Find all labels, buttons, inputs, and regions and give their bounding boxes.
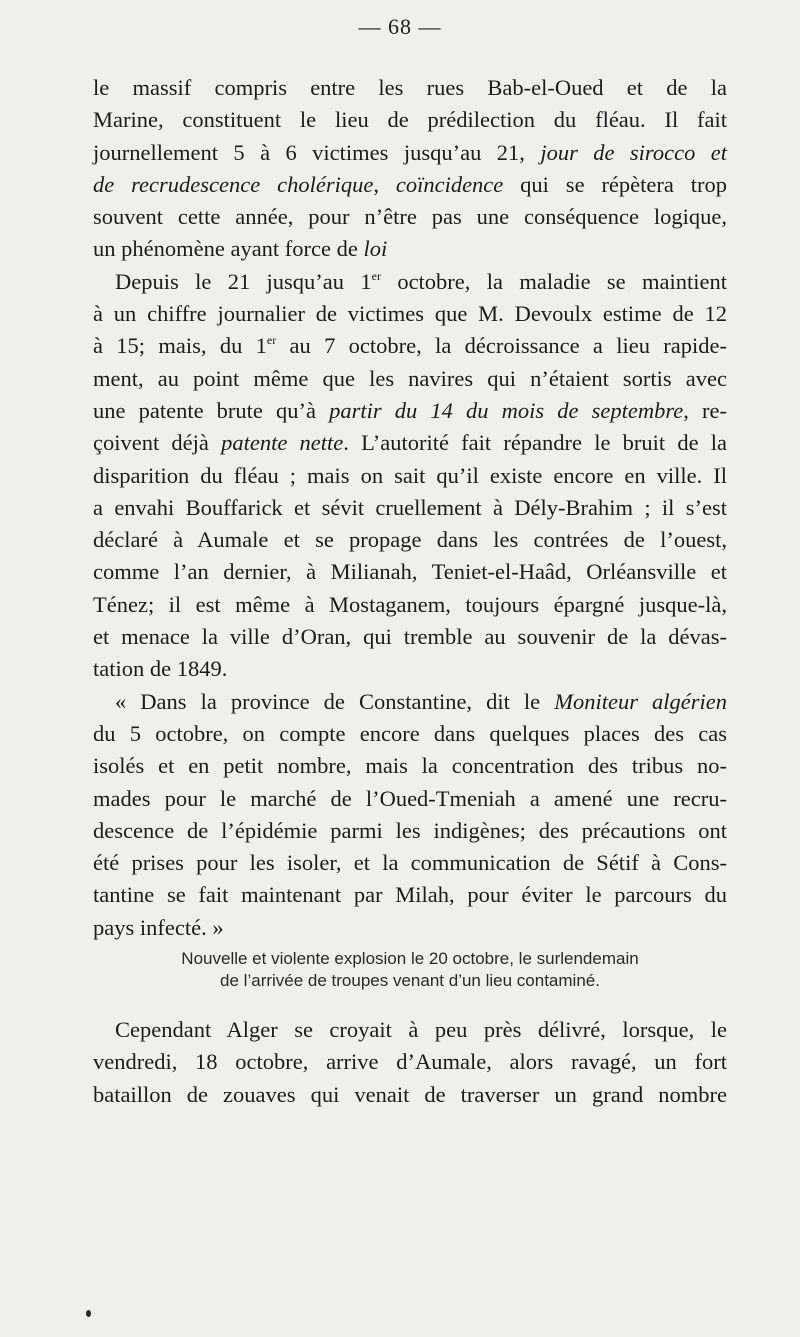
text-line xyxy=(93,460,727,492)
text-line xyxy=(93,750,727,782)
text-line xyxy=(93,621,727,653)
page-number: — 68 — xyxy=(358,14,442,39)
text-line xyxy=(93,492,727,524)
margin-note-line: de l’arrivée de troupes venant d’un lieu contaminé. xyxy=(220,971,600,990)
text-span: çoivent déjà xyxy=(93,430,222,456)
text-span: mades pour le marché de l’Oued-Tmeniah a amené une recru- xyxy=(93,785,727,811)
italic-span: partir du 14 du mois de septembre xyxy=(329,397,684,423)
italic-span: coïncidence xyxy=(395,171,504,197)
text-span: une patente brute qu’à xyxy=(93,397,330,423)
italic-span: jour de sirocco et xyxy=(540,139,727,165)
text-span: et menace la ville d’Oran, qui tremble au souvenir de la dévas- xyxy=(93,624,727,650)
text-line xyxy=(93,137,727,169)
text-span: tantine se fait maintenant par Milah, pour éviter le parcours du xyxy=(93,882,727,908)
italic-span: de recrudescence cholérique xyxy=(93,171,374,197)
text-span: qui se répètera trop xyxy=(503,171,728,197)
text-span: descence de l’épidémie parmi les indigènes; des précautions ont xyxy=(93,817,727,843)
text-line xyxy=(93,783,727,815)
text-span: souvent cette année, pour n’être pas une conséquence logique, xyxy=(93,204,727,230)
margin-note-line: Nouvelle et violente explosion le 20 octobre, le surlendemain xyxy=(181,949,639,968)
italic-span: patente nette xyxy=(221,430,344,456)
text-line xyxy=(93,72,727,104)
italic-span: Moniteur algérien xyxy=(554,688,727,714)
text-span: un phénomène ayant force de xyxy=(93,236,364,262)
ink-speck xyxy=(86,1310,91,1317)
text-line xyxy=(93,686,727,718)
text-span: octobre, la maladie se maintient xyxy=(380,268,728,294)
text-span: déclaré à Aumale et se propage dans les contrées de l’ouest, xyxy=(93,527,727,553)
text-line xyxy=(93,330,727,362)
text-span: a envahi Bouffarick et sévit cruellement à Dély-Brahim ; il s’est xyxy=(93,494,727,520)
superscript: er xyxy=(371,268,381,283)
text-line: de recrudescence cholérique, coïncidence qui se répètera trop xyxy=(93,171,728,197)
margin-note xyxy=(93,948,727,992)
text-span: vendredi, 18 octobre, arrive d’Aumale, alors ravagé, un fort xyxy=(93,1049,727,1075)
text-span: journellement 5 à 6 victimes jusqu’au 21, xyxy=(93,139,541,165)
superscript: er xyxy=(266,333,277,348)
text-line xyxy=(93,847,727,879)
text-line xyxy=(93,427,727,459)
text-span: isolés et en petit nombre, mais la concentration des tribus no- xyxy=(93,753,727,779)
text-span: Ténez; il est même à Mostaganem, toujours épargné jusque-là, xyxy=(93,591,727,617)
text-line xyxy=(93,1046,727,1078)
text-span: Marine, constituent le lieu de prédilection du fléau. Il fait xyxy=(93,107,727,133)
italic-span: loi xyxy=(363,236,388,262)
text-span: pays infecté. » xyxy=(93,914,224,940)
text-line xyxy=(93,556,727,588)
main-text xyxy=(93,72,727,944)
text-span: « Dans la province de Constantine, dit le xyxy=(115,688,555,714)
text-line xyxy=(93,815,727,847)
text-line xyxy=(93,266,727,298)
text-span: Cependant Alger se croyait à peu près délivré, lorsque, le xyxy=(115,1017,727,1042)
text-span: . L’autorité fait répandre le bruit de la xyxy=(343,430,728,456)
text-span: du 5 octobre, on compte encore dans quelques places des cas xyxy=(93,720,727,746)
text-span: Depuis le 21 jusqu’au 1 xyxy=(115,268,372,294)
text-line xyxy=(93,1014,727,1046)
text-span: tation de 1849. xyxy=(93,656,228,682)
text-line xyxy=(93,395,727,427)
text-span: à 15; mais, du 1 xyxy=(93,333,267,359)
text-span: à un chiffre journalier de victimes que M. Devoulx estime de 12 xyxy=(93,301,727,327)
text-span: bataillon de zouaves qui venait de traverser un grand nombre xyxy=(93,1081,727,1107)
text-span: comme l’an dernier, à Milianah, Teniet-el-Haâd, Orléansville et xyxy=(93,559,727,585)
text-span: ment, au point même que les navires qui n’étaient sortis avec xyxy=(93,365,727,391)
text-line xyxy=(93,298,727,330)
text-line xyxy=(93,1079,727,1111)
text-line xyxy=(93,879,727,911)
text-line xyxy=(93,201,727,233)
text-line xyxy=(93,524,727,556)
text-line xyxy=(93,589,727,621)
text-line xyxy=(93,653,727,685)
main-text-continued xyxy=(93,1014,727,1111)
text-line xyxy=(93,233,727,265)
text-line xyxy=(93,718,727,750)
text-span: le massif compris entre les rues Bab-el-Oued et de la xyxy=(93,75,727,100)
text-span: disparition du fléau ; mais on sait qu’il existe encore en ville. Il xyxy=(93,462,727,488)
text-line xyxy=(93,104,727,136)
text-line xyxy=(93,363,727,395)
text-span: , re- xyxy=(683,397,727,423)
text-line xyxy=(93,912,727,944)
text-span: au 7 octobre, la décroissance a lieu rapide- xyxy=(276,333,727,359)
text-span: été prises pour les isoler, et la communication de Sétif à Cons- xyxy=(93,850,727,876)
